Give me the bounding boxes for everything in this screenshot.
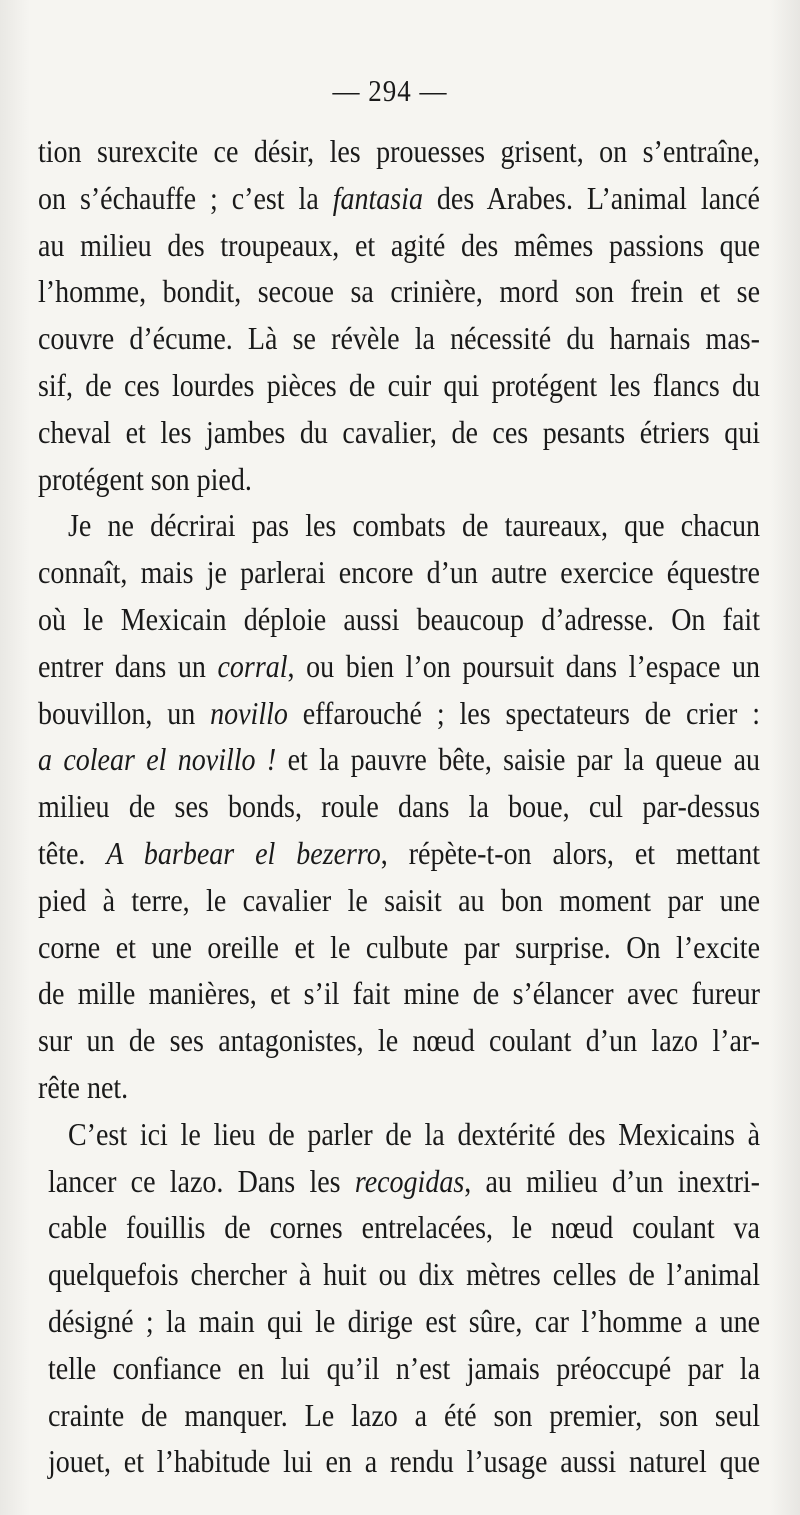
text-line — [38, 922, 760, 975]
text-segment: crainte de manquer. Le lazo a été son premier, son seul — [48, 1398, 760, 1434]
italic-text: A barbear el bezerro — [106, 836, 381, 872]
italic-text: a colear el novillo ! — [38, 743, 277, 779]
text-line — [38, 1390, 760, 1443]
text-line — [38, 1203, 760, 1256]
text-segment: bouvillon, un — [38, 696, 211, 732]
text-line — [38, 408, 760, 461]
text-line — [38, 267, 760, 320]
text-line — [38, 1156, 760, 1209]
text-line — [38, 1016, 760, 1069]
text-line — [38, 220, 760, 273]
italic-text: corral — [217, 649, 288, 685]
text-line — [38, 735, 760, 788]
text-line — [38, 127, 760, 180]
text-segment: protégent son pied. — [38, 462, 252, 498]
text-line — [38, 1063, 760, 1116]
text-line — [38, 688, 760, 741]
text-segment: , répète-t-on alors, et mettant — [380, 836, 760, 872]
text-line — [38, 829, 760, 882]
text-line — [38, 174, 760, 227]
text-line — [38, 1297, 760, 1350]
text-segment: où le Mexicain déploie aussi beaucoup d’adresse. On fait — [38, 602, 760, 639]
italic-text: novillo — [210, 696, 288, 732]
italic-text: recogidas — [354, 1164, 465, 1200]
text-line — [38, 314, 760, 367]
text-line — [38, 782, 760, 835]
text-segment: C’est ici le lieu de parler de la dextérité des Mexicains à — [68, 1117, 760, 1153]
text-segment: désigné ; la main qui le dirige est sûre, car l’homme a une — [48, 1304, 760, 1340]
text-line — [38, 875, 760, 928]
text-segment: corne et une oreille et le culbute par surprise. On l’excite — [38, 930, 760, 966]
text-segment: telle confiance en lui qu’il n’est jamais préoccupé par la — [48, 1351, 760, 1387]
text-segment: pied à terre, le cavalier le saisit au bon moment par une — [38, 883, 760, 919]
italic-text: fantasia — [332, 181, 423, 217]
text-segment: effarouché ; les spectateurs de crier : — [287, 696, 760, 732]
text-segment: Je ne décrirai pas les combats de taureaux, que chacun — [68, 509, 760, 545]
text-segment: et la pauvre bête, saisie par la queue au — [276, 743, 761, 779]
text-segment: au milieu des troupeaux, et agité des mêmes passions que — [38, 228, 760, 264]
text-segment: tête. — [38, 836, 107, 872]
text-segment: de mille manières, et s’il fait mine de s’élancer avec fureur — [38, 977, 760, 1013]
body-text — [38, 130, 760, 1487]
text-line — [38, 454, 760, 507]
text-segment: , ou bien l’on poursuit dans l’espace un — [287, 649, 761, 685]
text-segment: on s’échauffe ; c’est la — [38, 181, 333, 217]
text-segment: entrer dans un — [38, 649, 218, 685]
text-line — [38, 641, 760, 694]
text-line — [38, 548, 760, 601]
text-segment: connaît, mais je parlerai encore d’un autre exercice équestre — [38, 555, 760, 592]
text-line — [38, 361, 760, 414]
text-segment: lancer ce lazo. Dans les — [48, 1164, 355, 1200]
text-line — [38, 969, 760, 1022]
text-segment: couvre d’écume. Là se révèle la nécessité du harnais mas- — [38, 321, 760, 358]
text-line — [38, 595, 760, 648]
text-segment: tion surexcite ce désir, les prouesses grisent, on s’entraîne, — [38, 134, 760, 171]
page-number: — 294 — — [332, 74, 448, 108]
text-segment: , au milieu d’un inextri- — [464, 1164, 760, 1200]
text-segment: rête net. — [38, 1070, 129, 1106]
text-segment: milieu de ses bonds, roule dans la boue, cul par-dessus — [38, 789, 760, 826]
text-line — [38, 1437, 760, 1490]
text-line — [38, 1250, 760, 1303]
text-line — [38, 1343, 760, 1396]
text-segment: jouet, et l’habitude lui en a rendu l’usage aussi naturel que — [48, 1445, 760, 1481]
text-line — [38, 1109, 760, 1162]
text-segment: cheval et les jambes du cavalier, de ces pesants étriers qui — [38, 415, 760, 451]
text-segment: sur un de ses antagonistes, le nœud coulant d’un lazo l’ar- — [38, 1023, 760, 1060]
text-segment: cable fouillis de cornes entrelacées, le nœud coulant va — [48, 1211, 760, 1247]
text-segment: sif, de ces lourdes pièces de cuir qui protégent les flancs du — [38, 368, 760, 405]
text-segment: l’homme, bondit, secoue sa crinière, mord son frein et se — [38, 275, 760, 311]
text-segment: des Arabes. L’animal lancé — [422, 181, 760, 217]
text-segment: quelquefois chercher à huit ou dix mètres celles de l’animal — [48, 1257, 760, 1294]
text-line — [38, 501, 760, 554]
